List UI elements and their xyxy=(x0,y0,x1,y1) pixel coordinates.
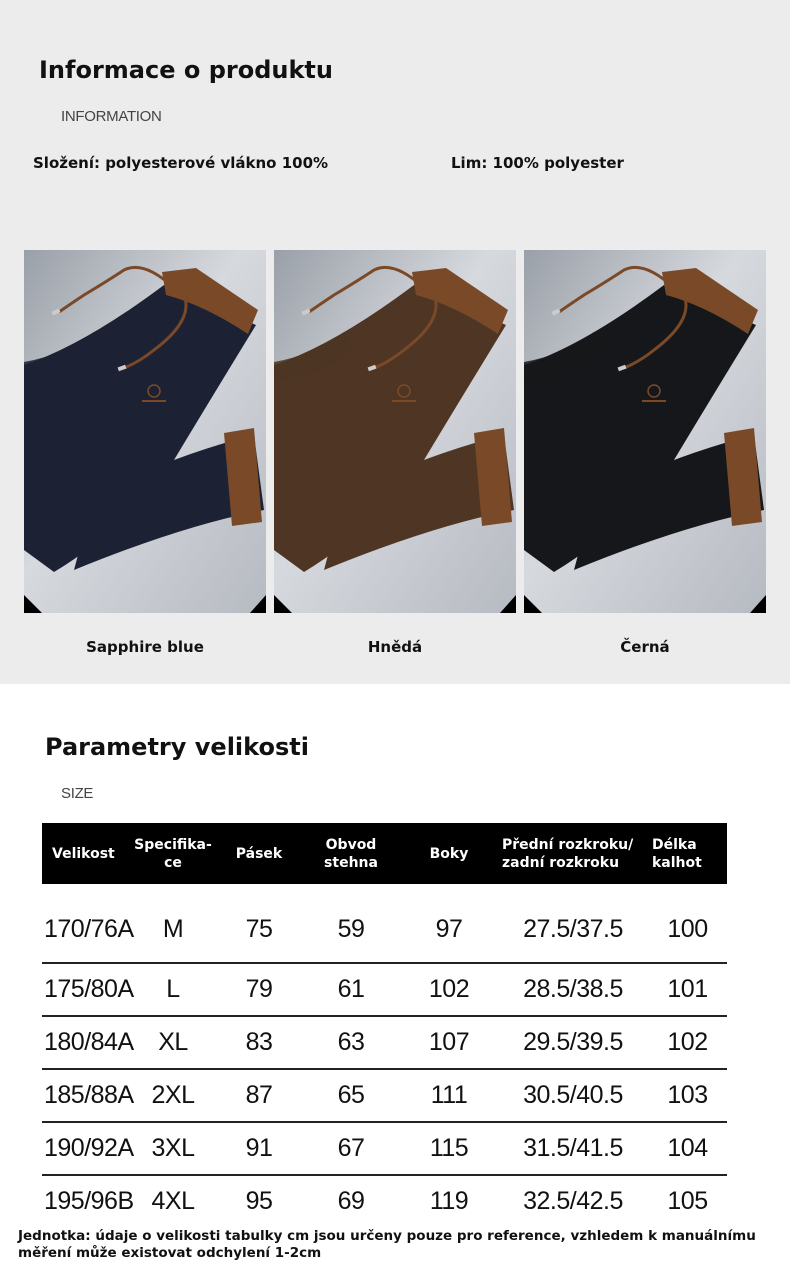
cell-spec: 3XL xyxy=(130,1122,216,1175)
pants-image xyxy=(524,250,766,613)
cell-length: 105 xyxy=(667,1187,708,1215)
pants-image xyxy=(24,250,266,613)
measurement-note: Jednotka: údaje o velikosti tabulky cm jsou určeny pouze pro reference, vzhledem k manuálnímu měření může existovat odchylení 1-2cm xyxy=(18,1228,756,1261)
header-length: Délka kalhot xyxy=(648,823,727,884)
cell-hips: 115 xyxy=(400,1122,498,1175)
table-row xyxy=(42,1175,727,1227)
cell-waist: 79 xyxy=(216,963,302,1016)
cell-spec: 4XL xyxy=(151,1187,195,1215)
table-row xyxy=(42,884,727,963)
cell-thigh: 65 xyxy=(302,1069,400,1122)
color-label-black: Černá xyxy=(620,638,670,656)
cell-hips: 102 xyxy=(400,963,498,1016)
table-row xyxy=(42,1016,727,1069)
cell-length: 102 xyxy=(648,1016,727,1069)
cell-waist: 91 xyxy=(216,1122,302,1175)
cell-size: 195/96B xyxy=(44,1187,134,1215)
cell-size: 170/76A xyxy=(42,884,130,963)
header-size: Velikost xyxy=(42,823,130,884)
cell-rise: 28.5/38.5 xyxy=(498,963,648,1016)
cell-spec: 2XL xyxy=(130,1069,216,1122)
cell-thigh: 63 xyxy=(302,1016,400,1069)
cell-waist: 95 xyxy=(245,1187,273,1215)
header-waist: Pásek xyxy=(216,823,302,884)
cell-rise: 32.5/42.5 xyxy=(523,1187,623,1215)
cell-size: 185/88A xyxy=(42,1069,130,1122)
cell-rise: 29.5/39.5 xyxy=(498,1016,648,1069)
composition-text: Složení: polyesterové vlákno 100% xyxy=(33,154,329,172)
table-row xyxy=(42,1122,727,1175)
cell-thigh: 61 xyxy=(302,963,400,1016)
cell-spec: XL xyxy=(130,1016,216,1069)
cell-rise: 31.5/41.5 xyxy=(498,1122,648,1175)
cell-rise: 27.5/37.5 xyxy=(498,884,648,963)
pants-image xyxy=(274,250,516,613)
table-row xyxy=(42,963,727,1016)
cell-thigh: 69 xyxy=(337,1187,365,1215)
cell-hips: 97 xyxy=(400,884,498,963)
cell-length: 103 xyxy=(648,1069,727,1122)
cell-length: 101 xyxy=(648,963,727,1016)
size-section-title: Parametry velikosti xyxy=(45,733,309,761)
cell-spec: M xyxy=(130,884,216,963)
cell-length: 104 xyxy=(648,1122,727,1175)
product-photo-sapphire-blue xyxy=(24,250,266,613)
header-hips: Boky xyxy=(400,823,498,884)
table-row xyxy=(42,1069,727,1122)
header-thigh: Obvod stehna xyxy=(302,823,400,884)
color-label-brown: Hnědá xyxy=(367,638,423,656)
cell-size: 190/92A xyxy=(42,1122,130,1175)
cell-size: 175/80A xyxy=(42,963,130,1016)
cell-hips: 107 xyxy=(400,1016,498,1069)
cell-waist: 87 xyxy=(216,1069,302,1122)
cell-waist: 83 xyxy=(216,1016,302,1069)
color-label-sapphire-blue: Sapphire blue xyxy=(86,638,204,656)
lining-text: Lim: 100% polyester xyxy=(451,154,624,172)
cell-thigh: 67 xyxy=(302,1122,400,1175)
cell-hips: 119 xyxy=(429,1187,469,1215)
size-table-header xyxy=(42,823,727,884)
header-rise: Přední rozkroku/ zadní rozkroku xyxy=(498,823,648,884)
product-photo-brown xyxy=(274,250,516,613)
product-info-title: Informace o produktu xyxy=(39,56,333,84)
cell-waist: 75 xyxy=(216,884,302,963)
cell-hips: 111 xyxy=(400,1069,498,1122)
size-table xyxy=(42,823,727,1227)
cell-thigh: 59 xyxy=(302,884,400,963)
cell-size: 180/84A xyxy=(42,1016,130,1069)
product-photo-black xyxy=(524,250,766,613)
cell-length: 100 xyxy=(648,884,727,963)
cell-rise: 30.5/40.5 xyxy=(498,1069,648,1122)
cell-spec: L xyxy=(130,963,216,1016)
header-spec: Specifika- ce xyxy=(130,823,216,884)
size-section-subtitle: SIZE xyxy=(61,785,94,802)
product-info-subtitle: INFORMATION xyxy=(61,108,162,125)
